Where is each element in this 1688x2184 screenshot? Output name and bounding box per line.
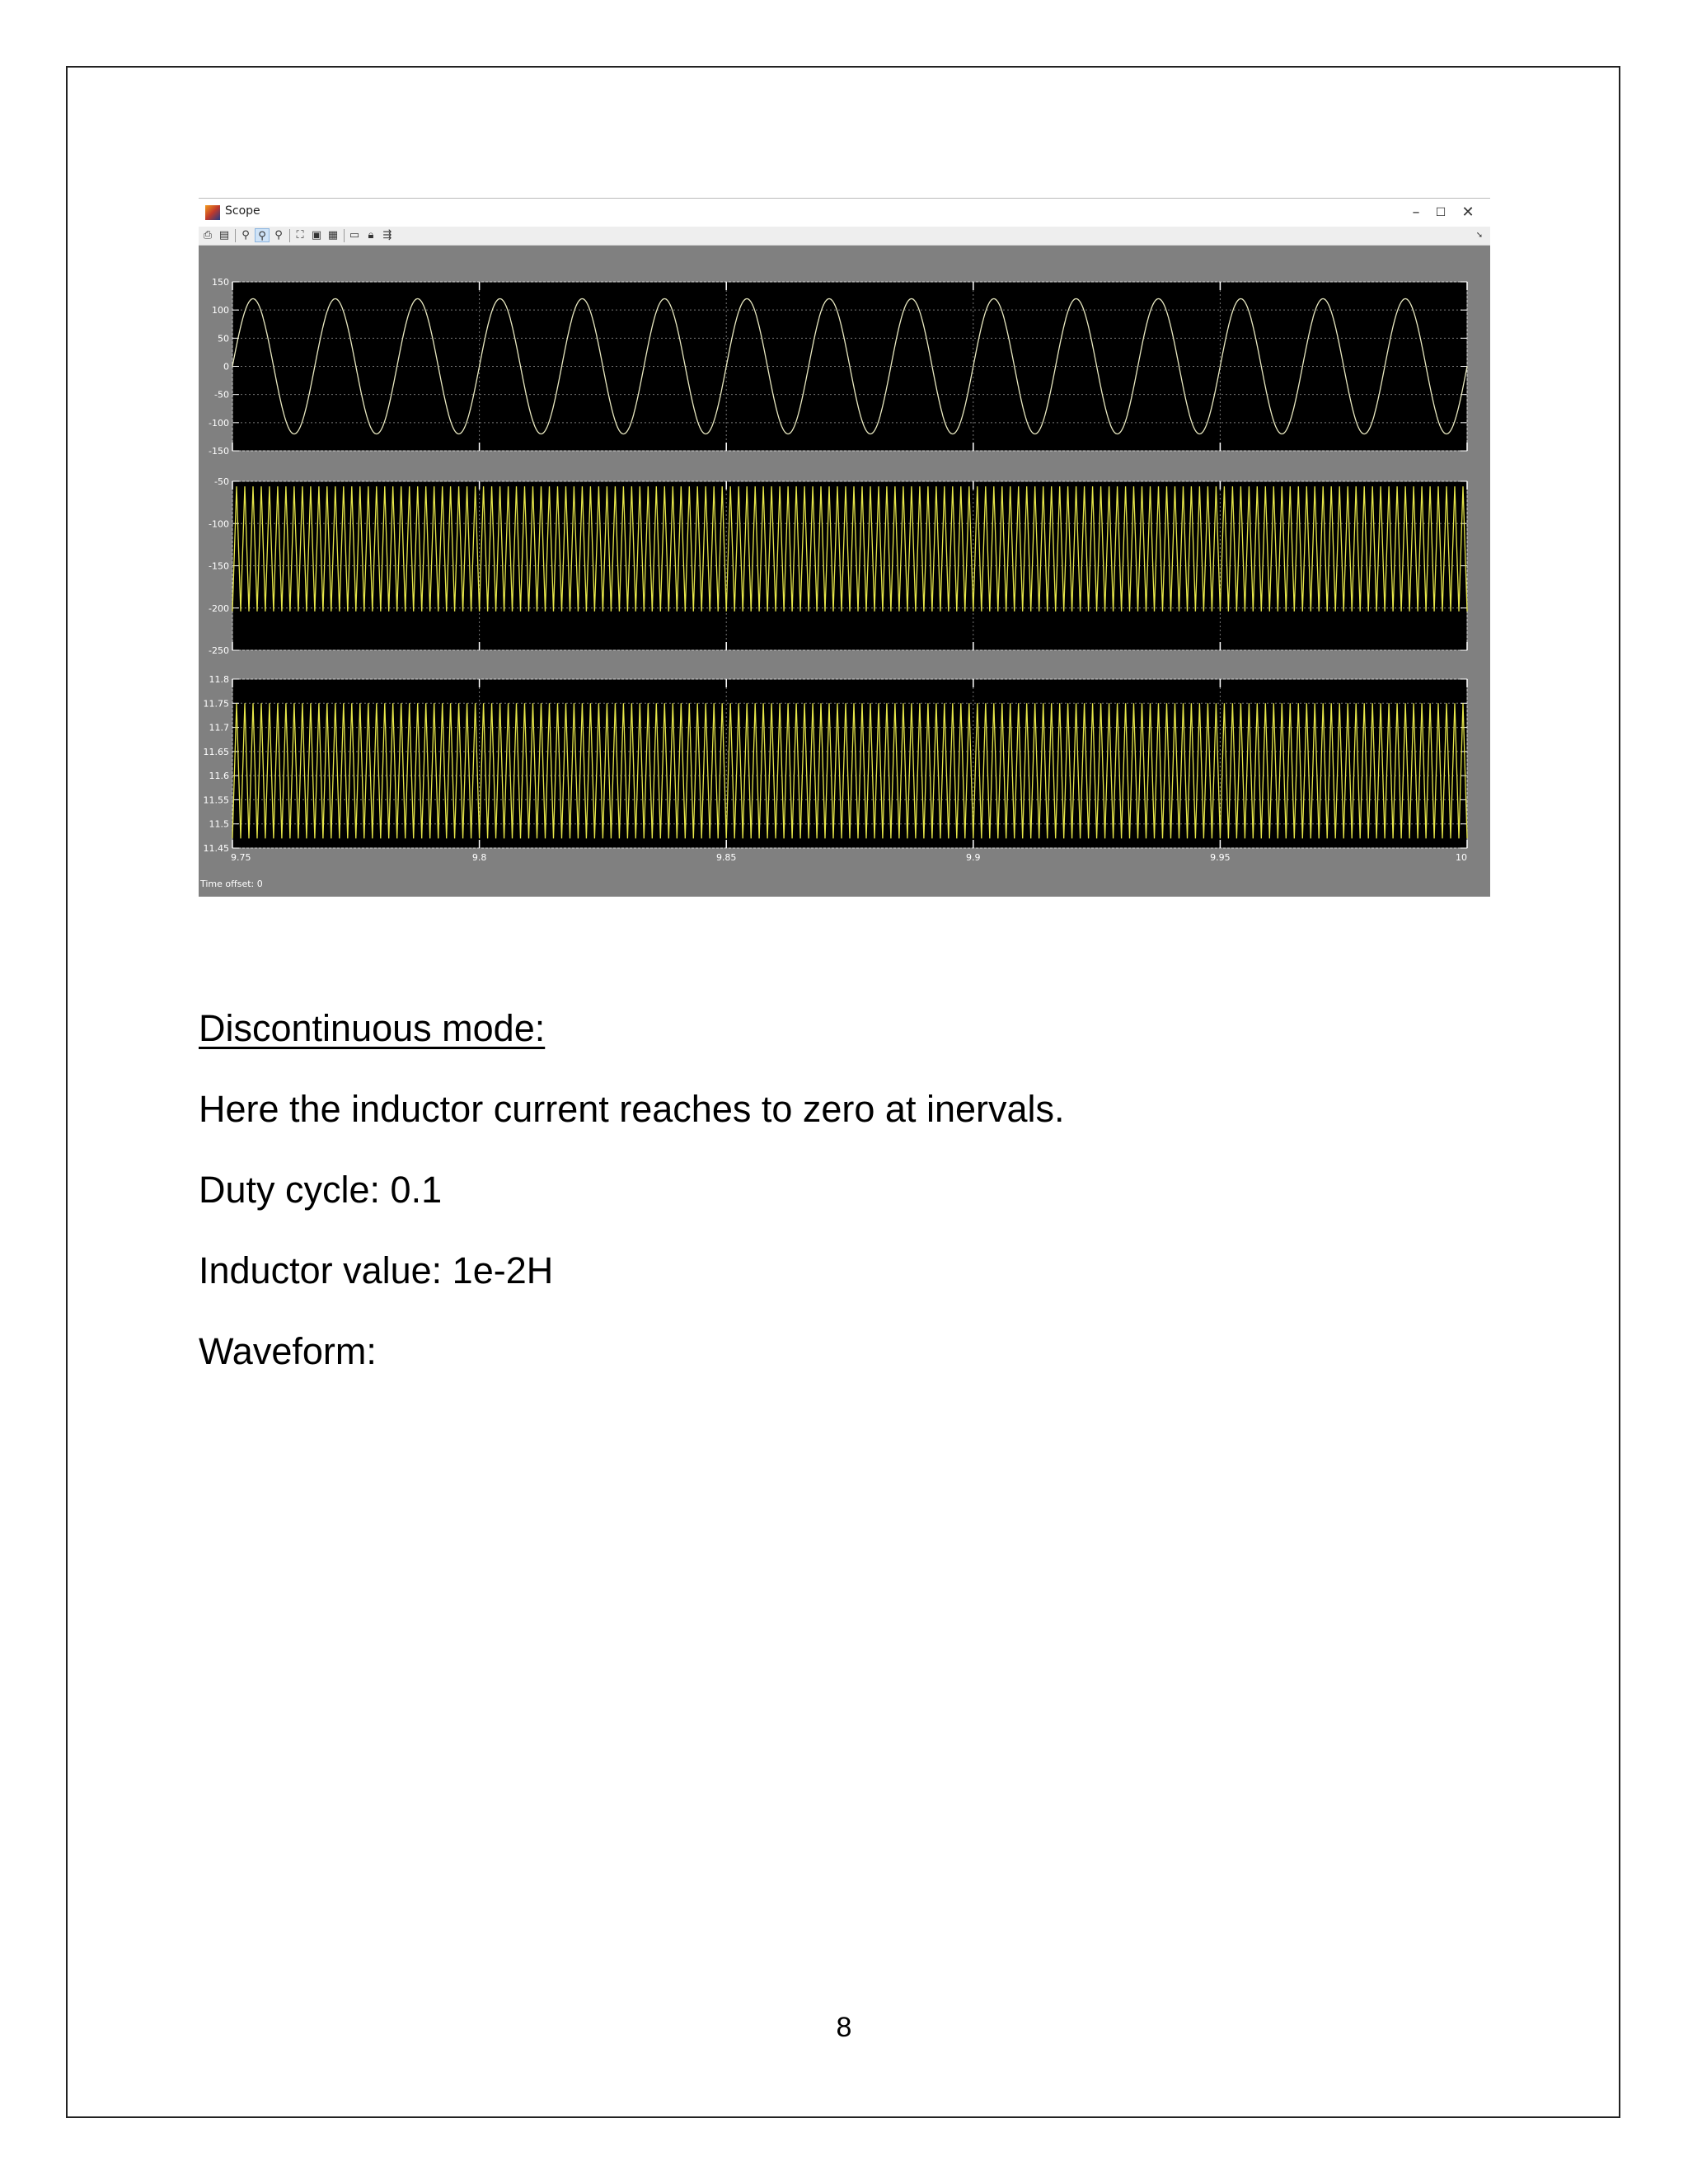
y-tick-label: 0 bbox=[223, 361, 229, 373]
y-tick-label: 150 bbox=[212, 277, 229, 288]
y-tick-label: 11.7 bbox=[209, 722, 229, 733]
scope-toolbar bbox=[199, 227, 1490, 246]
x-tick-label: 10 bbox=[1456, 852, 1467, 863]
x-tick-label: 9.75 bbox=[231, 852, 251, 863]
axes-2-background bbox=[232, 481, 1467, 650]
y-tick-label: -150 bbox=[209, 560, 229, 572]
scope-plot-area bbox=[199, 199, 1490, 897]
simulink-app-icon bbox=[205, 205, 220, 220]
floating-scope-icon[interactable]: ▭ bbox=[349, 229, 360, 241]
description-text: Here the inductor current reaches to zero at inervals. bbox=[199, 1088, 1065, 1130]
y-tick-label: 100 bbox=[212, 305, 229, 316]
y-tick-label: 11.6 bbox=[209, 771, 229, 782]
autoscale-icon[interactable]: ⛶ bbox=[296, 229, 304, 241]
waveform-label: Waveform: bbox=[199, 1330, 377, 1372]
x-tick-label: 9.8 bbox=[471, 852, 487, 863]
y-tick-label: 50 bbox=[218, 333, 229, 344]
y-tick-label: -200 bbox=[209, 602, 229, 614]
toolbar-separator bbox=[344, 229, 345, 242]
scope-window[interactable] bbox=[199, 198, 1490, 897]
x-tick-label: 9.9 bbox=[966, 852, 981, 863]
y-tick-label: 11.55 bbox=[203, 794, 229, 806]
zoom-icon[interactable]: ⚲ bbox=[241, 229, 250, 241]
inductor-value-text: Inductor value: 1e-2H bbox=[199, 1249, 554, 1291]
zoom-y-icon[interactable]: ⚲ bbox=[274, 229, 283, 241]
y-tick-label: 11.8 bbox=[209, 674, 229, 685]
close-button[interactable]: ✕ bbox=[1461, 204, 1475, 221]
section-heading: Discontinuous mode: bbox=[199, 1007, 546, 1049]
y-tick-label: 11.45 bbox=[203, 843, 229, 854]
duty-cycle-text: Duty cycle: 0.1 bbox=[199, 1169, 443, 1211]
y-tick-label: -250 bbox=[209, 645, 229, 656]
time-offset-value: 0 bbox=[256, 879, 263, 889]
signal-selection-icon[interactable]: ⇶ bbox=[382, 229, 392, 241]
toolbar-separator bbox=[289, 229, 290, 242]
time-offset-label: Time offset: bbox=[200, 879, 255, 889]
x-tick-label: 9.95 bbox=[1210, 852, 1231, 863]
scope-title-bar[interactable] bbox=[199, 199, 1490, 227]
page-number: 8 bbox=[836, 2012, 852, 2043]
lock-icon[interactable]: 🔒︎ bbox=[368, 229, 374, 241]
minimize-button[interactable]: – bbox=[1412, 204, 1420, 221]
y-tick-label: -50 bbox=[214, 389, 229, 401]
y-tick-label: -100 bbox=[209, 518, 229, 530]
x-tick-label: 9.85 bbox=[715, 852, 737, 863]
y-tick-label: 11.5 bbox=[209, 818, 229, 830]
y-tick-label: -100 bbox=[209, 417, 229, 429]
zoom-x-icon[interactable]: ⚲ bbox=[255, 228, 270, 242]
save-axes-icon[interactable]: ▣ bbox=[311, 229, 322, 241]
toolbar-separator bbox=[235, 229, 236, 242]
y-tick-label: 11.75 bbox=[203, 698, 229, 710]
print-icon[interactable]: ⎙ bbox=[203, 229, 213, 241]
parameters-icon[interactable]: ▤ bbox=[218, 229, 230, 241]
time-offset bbox=[200, 879, 263, 889]
y-tick-label: -150 bbox=[209, 446, 229, 457]
restore-axes-icon[interactable]: ▦ bbox=[327, 229, 339, 241]
dock-arrow-icon[interactable]: ➘ bbox=[1475, 231, 1484, 240]
window-title: Scope bbox=[225, 204, 260, 218]
y-tick-label: -50 bbox=[214, 476, 229, 487]
maximize-button[interactable]: ☐ bbox=[1435, 206, 1447, 219]
y-tick-label: 11.65 bbox=[203, 746, 229, 757]
